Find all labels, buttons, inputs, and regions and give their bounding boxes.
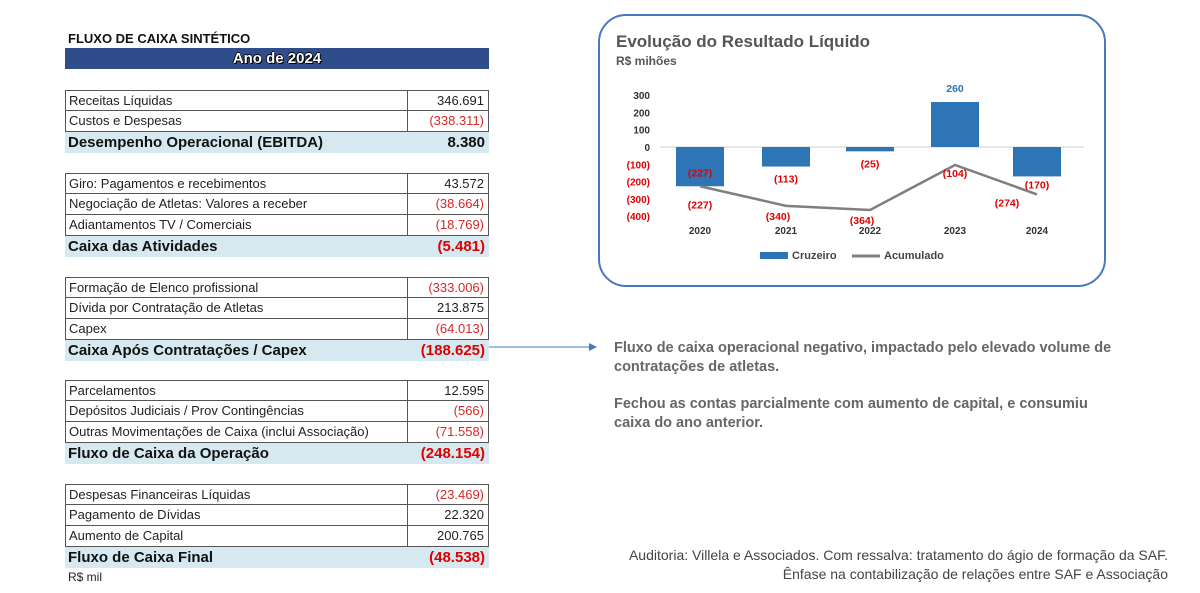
row-label: Formação de Elenco profissional: [66, 278, 408, 297]
table-row: [65, 90, 489, 111]
legend-swatch-cruzeiro: [760, 252, 788, 259]
row-value: (333.006): [428, 280, 484, 295]
total-label: Fluxo de Caixa Final: [68, 549, 214, 566]
row-value: 200.765: [437, 528, 484, 543]
table-row: [65, 401, 489, 422]
row-label: Despesas Financeiras Líquidas: [66, 485, 408, 504]
bar-data-label: (25): [860, 158, 880, 171]
y-tick-label: (100): [626, 160, 650, 172]
row-label: Depósitos Judiciais / Prov Contingências: [66, 401, 408, 421]
row-value: (23.469): [435, 487, 484, 502]
cash-flow-title: FLUXO DE CAIXA SINTÉTICO: [68, 31, 251, 46]
table-row: [65, 526, 489, 547]
row-value: (338.311): [429, 113, 484, 128]
cash-flow-group: [65, 173, 489, 257]
legend-label-cruzeiro: Cruzeiro: [792, 250, 837, 262]
row-label: Parcelamentos: [66, 381, 408, 400]
unit-note: R$ mil: [68, 570, 103, 584]
row-value: (18.769): [435, 217, 484, 232]
audit-line-2: Ênfase na contabilização de relações entre SAF e Associação: [782, 566, 1168, 582]
bar-cruzeiro: [846, 147, 894, 151]
table-row: [65, 505, 489, 526]
total-value: (5.481): [437, 238, 485, 255]
row-label: Negociação de Atletas: Valores a receber: [66, 194, 408, 214]
cash-flow-group: [65, 380, 489, 464]
chart-subtitle: R$ mihões: [616, 54, 677, 68]
legend-label-acumulado: Acumulado: [884, 250, 944, 262]
bar-cruzeiro: [931, 102, 979, 147]
y-tick-label: 300: [633, 91, 650, 103]
total-label: Caixa das Atividades: [68, 238, 218, 255]
y-tick-label: (200): [626, 177, 650, 189]
cash-flow-group: [65, 277, 489, 361]
row-label: Pagamento de Dívidas: [66, 505, 408, 525]
total-value: (188.625): [420, 342, 485, 359]
total-label: Fluxo de Caixa da Operação: [68, 445, 269, 462]
audit-line-1: Auditoria: Villela e Associados. Com ressalva: tratamento do ágio de formação da SAF.: [628, 547, 1168, 563]
table-row: [65, 484, 489, 505]
row-label: Aumento de Capital: [66, 526, 408, 546]
arrow-connector: [489, 340, 599, 354]
x-tick-label: 2024: [1025, 226, 1049, 237]
row-value: 346.691: [437, 93, 484, 108]
row-value: 213.875: [437, 300, 484, 315]
row-value: (64.013): [435, 321, 484, 336]
total-label: Caixa Após Contratações / Capex: [68, 342, 307, 359]
total-row: [65, 547, 489, 568]
row-label: Capex: [66, 319, 408, 339]
x-tick-label: 2021: [774, 226, 798, 237]
y-tick-label: 200: [633, 108, 650, 120]
x-tick-label: 2023: [943, 226, 967, 237]
net-result-chart: [600, 16, 1108, 289]
chart-title: Evolução do Resultado Líquido: [616, 32, 871, 51]
row-value: (566): [453, 403, 484, 418]
row-label: Custos e Despesas: [66, 111, 408, 131]
analysis-notes: [614, 339, 1114, 451]
total-value: 8.380: [447, 134, 485, 151]
table-row: [65, 215, 489, 236]
row-label: Giro: Pagamentos e recebimentos: [66, 174, 408, 193]
total-row: [65, 132, 489, 153]
x-tick-label: 2022: [858, 226, 882, 237]
row-value: (38.664): [435, 196, 484, 211]
table-row: [65, 380, 489, 401]
table-row: [65, 298, 489, 319]
table-row: [65, 277, 489, 298]
line-data-label: (364): [849, 214, 875, 227]
audit-footer: [629, 546, 1168, 584]
bar-data-label: (113): [774, 173, 798, 186]
table-row: [65, 111, 489, 132]
y-tick-label: 0: [644, 143, 650, 154]
bar-data-label: (170): [1024, 179, 1050, 192]
row-value: 43.572: [444, 176, 484, 191]
bar-cruzeiro: [1013, 147, 1061, 176]
table-row: [65, 173, 489, 194]
total-label: Desempenho Operacional (EBITDA): [68, 134, 324, 151]
note-capital: Fechou as contas parcialmente com aumento de capital, e consumiu caixa do ano anterior.: [614, 396, 1088, 431]
bar-data-label: 260: [946, 83, 964, 96]
year-header: Ano de 2024: [65, 48, 489, 69]
line-acumulado: [700, 165, 1037, 210]
row-label: Dívida por Contratação de Atletas: [66, 298, 408, 318]
bar-cruzeiro: [762, 147, 810, 167]
note-operational: Fluxo de caixa operacional negativo, impactado pelo elevado volume de contratações de atletas.: [614, 340, 1112, 375]
row-value: 22.320: [444, 507, 484, 522]
line-data-label: (104): [942, 167, 968, 180]
bar-data-label: (227): [687, 167, 713, 180]
total-value: (248.154): [420, 445, 485, 462]
row-value: (71.558): [435, 424, 484, 439]
row-label: Adiantamentos TV / Comerciais: [66, 215, 408, 235]
y-tick-label: 100: [633, 125, 650, 137]
table-row: [65, 194, 489, 215]
y-tick-label: (400): [626, 212, 650, 224]
total-row: [65, 443, 489, 464]
table-row: [65, 319, 489, 340]
chart-card: [598, 14, 1106, 287]
line-data-label: (274): [994, 197, 1020, 210]
line-data-label: (227): [687, 199, 713, 212]
table-row: [65, 422, 489, 443]
x-tick-label: 2020: [688, 226, 712, 237]
y-tick-label: (300): [626, 194, 650, 206]
total-row: [65, 236, 489, 257]
row-label: Outras Movimentações de Caixa (inclui Associação): [66, 422, 408, 442]
cash-flow-group: [65, 484, 489, 568]
total-value: (48.538): [429, 549, 485, 566]
row-label: Receitas Líquidas: [66, 91, 408, 110]
cash-flow-group: [65, 90, 489, 153]
total-row: [65, 340, 489, 361]
line-data-label: (340): [765, 210, 791, 223]
row-value: 12.595: [444, 383, 484, 398]
